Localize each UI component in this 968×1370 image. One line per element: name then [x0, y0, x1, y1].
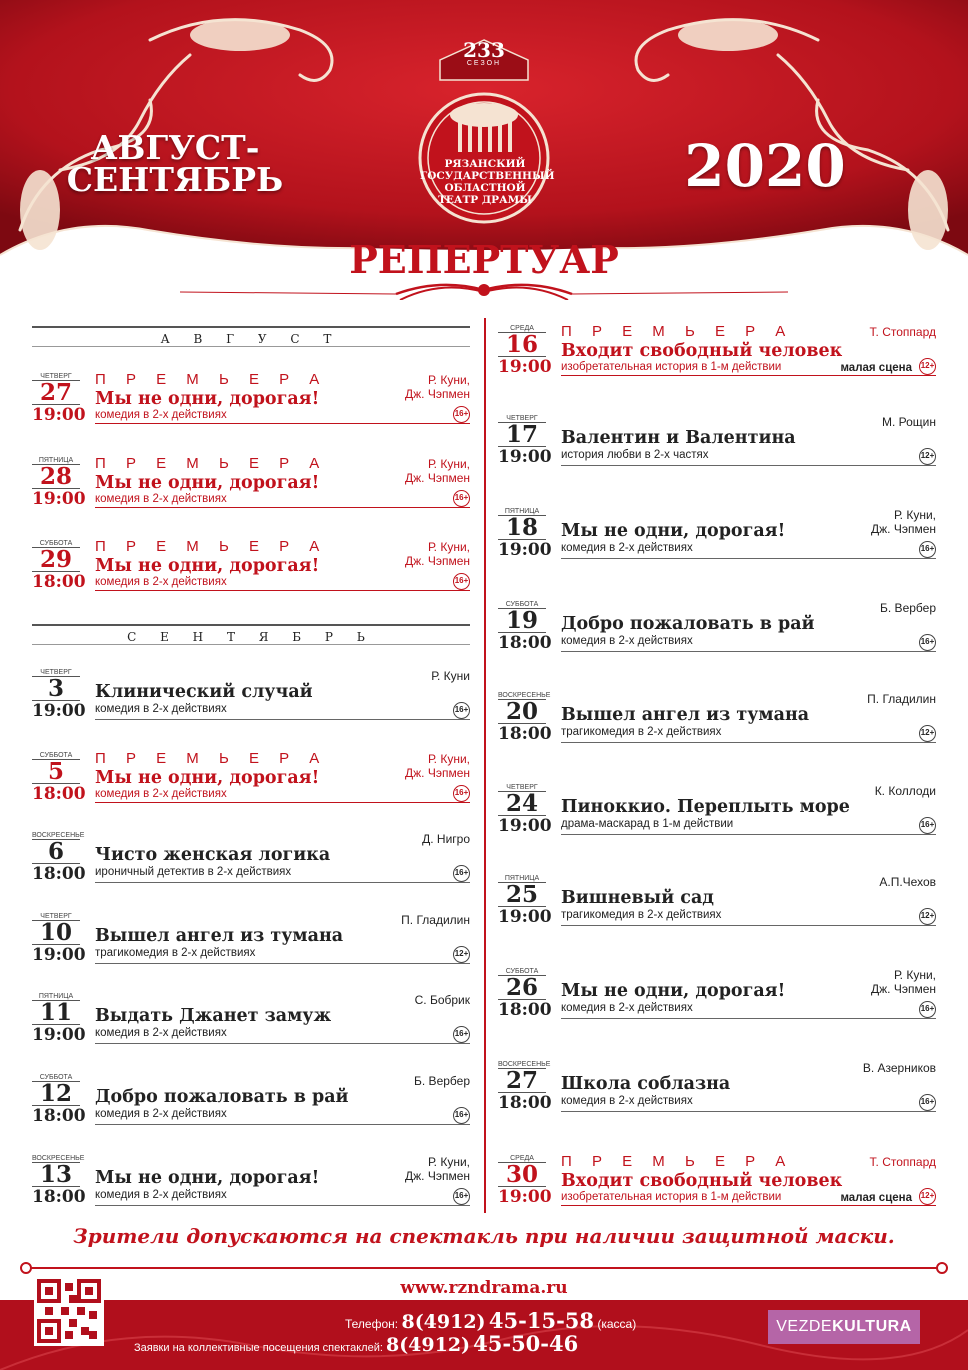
show-subtitle: трагикомедия в 2-х действиях — [561, 726, 722, 738]
show-subtitle: комедия в 2-х действиях — [95, 1027, 227, 1039]
age-rating-icon: 12+ — [919, 358, 936, 375]
rule-dot-right — [936, 1262, 948, 1274]
group-booking-phone — [134, 1331, 578, 1356]
weekday: ПЯТНИЦА — [32, 456, 80, 465]
show-author — [870, 1155, 936, 1169]
day-number: 11 — [32, 1001, 80, 1025]
premiere-label: П Р Е М Ь Е Р А — [95, 538, 328, 555]
author-line1: Р. Куни, — [427, 1155, 470, 1169]
day-number: 19 — [498, 609, 546, 633]
show-title: Вышел ангел из тумана — [561, 705, 810, 725]
show-entry — [498, 783, 936, 845]
show-entry — [32, 1154, 470, 1216]
day-number: 27 — [32, 381, 80, 405]
author-line2: Дж. Чэпмен — [405, 766, 470, 780]
season-number: 233 — [463, 38, 505, 62]
months-heading — [60, 128, 290, 199]
show-subtitle: ироничный детектив в 2-х действиях — [95, 866, 292, 878]
group-number[interactable]: 45-50-46 — [473, 1331, 579, 1356]
day-number: 13 — [32, 1163, 80, 1187]
show-author — [867, 692, 936, 706]
month-header-august — [32, 326, 470, 348]
weekday: ВОСКРЕСЕНЬЕ — [32, 1155, 85, 1162]
column-divider — [484, 318, 486, 1213]
show-date — [498, 691, 552, 744]
box-office-phone — [345, 1308, 636, 1333]
author-line1: Б. Вербер — [414, 1074, 470, 1088]
show-entry — [498, 414, 936, 476]
show-subtitle: изобретательная история в 1-м действии — [561, 361, 782, 373]
show-subtitle: комедия в 2-х действиях — [95, 493, 227, 505]
show-author — [405, 457, 470, 485]
year-heading: 2020 — [684, 132, 846, 200]
season-label: СЕЗОН — [466, 60, 502, 67]
day-number: 30 — [498, 1163, 546, 1187]
show-entry — [498, 691, 936, 753]
day-number: 3 — [32, 677, 80, 701]
author-line1: Р. Куни — [431, 669, 470, 683]
months-line1: АВГУСТ- — [90, 128, 260, 167]
theatre-name-line4: ТЕАТР ДРАМЫ — [438, 194, 532, 206]
theatre-emblem — [420, 158, 555, 206]
show-time: 18:00 — [32, 1187, 86, 1207]
age-rating-icon: 12+ — [919, 725, 936, 742]
show-time: 18:00 — [32, 1106, 86, 1126]
show-subtitle: комедия в 2-х действиях — [95, 1189, 227, 1201]
weekday: ЧЕТВЕРГ — [32, 912, 80, 921]
show-subtitle: драма-маскарад в 1-м действии — [561, 818, 734, 830]
author-line1: Р. Куни, — [427, 373, 470, 387]
show-author — [882, 415, 936, 429]
author-line1: Р. Куни, — [893, 508, 936, 522]
show-body — [95, 992, 470, 1044]
show-author — [863, 1061, 936, 1075]
rule-dot-left — [20, 1262, 32, 1274]
show-subtitle: история любви в 2-х частях — [561, 449, 709, 461]
author-line1: Д. Нигро — [422, 832, 470, 846]
show-subtitle: трагикомедия в 2-х действиях — [561, 909, 722, 921]
author-line1: В. Азерников — [862, 1061, 936, 1075]
age-rating-icon: 16+ — [453, 702, 470, 719]
show-author — [414, 1074, 470, 1088]
show-entry — [498, 874, 936, 936]
show-date — [498, 600, 552, 653]
weekday: СУББОТА — [498, 600, 546, 609]
show-title: Добро пожаловать в рай — [95, 1087, 349, 1107]
show-date — [498, 507, 552, 560]
weekday: ПЯТНИЦА — [498, 874, 546, 883]
show-title: Чисто женская логика — [95, 845, 331, 865]
show-title: Выдать Джанет замуж — [95, 1006, 332, 1026]
premiere-label: П Р Е М Ь Е Р А — [95, 750, 328, 767]
day-number: 12 — [32, 1082, 80, 1106]
show-date — [498, 324, 552, 377]
group-prefix: 8(4912) — [385, 1334, 471, 1356]
show-date — [498, 783, 552, 836]
show-title: Мы не одни, дорогая! — [561, 521, 786, 541]
author-line1: Т. Стоппард — [869, 325, 936, 339]
author-line1: М. Рощин — [881, 415, 936, 429]
day-number: 27 — [498, 1069, 546, 1093]
show-entry — [498, 507, 936, 569]
show-body — [561, 874, 936, 926]
day-number: 6 — [32, 840, 80, 864]
age-rating-icon: 16+ — [919, 634, 936, 651]
month-header-september — [32, 624, 470, 646]
show-entry — [498, 967, 936, 1029]
show-author — [401, 913, 470, 927]
show-body — [95, 751, 470, 803]
show-subtitle: изобретательная история в 1-м действии — [561, 1191, 782, 1203]
qr-pattern — [37, 1279, 101, 1343]
show-time: 19:00 — [498, 357, 552, 377]
show-title: Мы не одни, дорогая! — [95, 1168, 320, 1188]
show-time: 19:00 — [498, 447, 552, 467]
weekday: ВОСКРЕСЕНЬЕ — [498, 1061, 551, 1068]
day-number: 18 — [498, 516, 546, 540]
show-entry — [498, 324, 936, 386]
show-author — [405, 752, 470, 780]
show-subtitle: комедия в 2-х действиях — [95, 703, 227, 715]
show-body — [95, 1073, 470, 1125]
mask-notice: Зрители допускаются на спектакль при наличии защитной маски. — [73, 1224, 895, 1248]
age-rating-icon: 16+ — [453, 865, 470, 882]
show-title: Вышел ангел из тумана — [95, 926, 344, 946]
show-entry — [32, 456, 470, 518]
author-line2: Дж. Чэпмен — [871, 522, 936, 536]
show-body — [561, 783, 936, 835]
show-body — [561, 1154, 936, 1206]
premiere-label: П Р Е М Ь Е Р А — [561, 323, 794, 340]
show-date — [32, 668, 86, 721]
phone-note: (касса) — [597, 1317, 637, 1331]
show-author — [880, 601, 936, 615]
author-line1: К. Коллоди — [874, 784, 936, 798]
show-date — [32, 751, 86, 804]
show-entry — [32, 751, 470, 813]
author-line2: Дж. Чэпмен — [405, 554, 470, 568]
footer-rule — [26, 1267, 942, 1269]
age-rating-icon: 12+ — [919, 1188, 936, 1205]
show-entry — [32, 668, 470, 730]
theatre-name-line3: ОБЛАСТНОЙ — [444, 182, 526, 194]
show-author — [405, 540, 470, 568]
author-line1: Р. Куни, — [427, 752, 470, 766]
phone-prefix: 8(4912) — [401, 1311, 486, 1333]
show-body — [561, 324, 936, 376]
show-time: 18:00 — [498, 633, 552, 653]
show-time: 18:00 — [32, 784, 86, 804]
age-rating-icon: 16+ — [453, 785, 470, 802]
show-date — [32, 372, 86, 425]
vezdekultura-logo[interactable] — [768, 1310, 920, 1344]
age-rating-icon: 16+ — [453, 1026, 470, 1043]
age-rating-icon: 16+ — [453, 490, 470, 507]
show-subtitle: комедия в 2-х действиях — [95, 576, 227, 588]
show-author — [422, 832, 470, 846]
show-body — [561, 600, 936, 652]
day-number: 24 — [498, 792, 546, 816]
show-date — [498, 1154, 552, 1207]
show-time: 19:00 — [32, 701, 86, 721]
weekday: СУББОТА — [32, 539, 80, 548]
day-number: 10 — [32, 921, 80, 945]
show-subtitle: комедия в 2-х действиях — [561, 1002, 693, 1014]
show-body — [95, 831, 470, 883]
show-time: 19:00 — [498, 1187, 552, 1207]
show-subtitle: комедия в 2-х действиях — [561, 635, 693, 647]
weekday: СРЕДА — [498, 1154, 546, 1163]
show-title: Мы не одни, дорогая! — [95, 768, 320, 788]
author-line1: С. Бобрик — [414, 993, 470, 1007]
weekday: ВОСКРЕСЕНЬЕ — [32, 832, 85, 839]
weekday: ЧЕТВЕРГ — [32, 668, 80, 677]
show-body — [95, 1154, 470, 1206]
show-entry — [498, 1154, 936, 1216]
show-date — [498, 874, 552, 927]
show-time: 18:00 — [32, 864, 86, 884]
show-date — [32, 1073, 86, 1126]
day-number: 20 — [498, 700, 546, 724]
show-title: Пиноккио. Переплыть море — [561, 797, 850, 817]
premiere-label: П Р Е М Ь Е Р А — [561, 1153, 794, 1170]
age-rating-icon: 16+ — [453, 1107, 470, 1124]
show-time: 19:00 — [32, 1025, 86, 1045]
stage-label: малая сцена — [840, 1192, 912, 1204]
show-subtitle: комедия в 2-х действиях — [95, 1108, 227, 1120]
show-title: Школа соблазна — [561, 1074, 731, 1094]
group-label: Заявки на коллективные посещения спектаклей: — [134, 1342, 383, 1354]
show-entry — [32, 912, 470, 974]
show-title: Мы не одни, дорогая! — [95, 389, 320, 409]
weekday: ПЯТНИЦА — [498, 507, 546, 516]
author-line1: П. Гладилин — [867, 692, 936, 706]
show-entry — [32, 831, 470, 893]
show-time: 19:00 — [498, 540, 552, 560]
age-rating-icon: 16+ — [919, 817, 936, 834]
weekday: СУББОТА — [32, 1073, 80, 1082]
theatre-name-line2: ГОСУДАРСТВЕННЫЙ — [420, 170, 555, 182]
website-link[interactable]: www.rzndrama.ru — [400, 1278, 568, 1298]
author-line1: А.П.Чехов — [879, 875, 936, 889]
day-number: 25 — [498, 883, 546, 907]
show-subtitle: комедия в 2-х действиях — [95, 409, 227, 421]
show-title: Входит свободный человек — [561, 1171, 843, 1191]
phone-number[interactable]: 45-15-58 — [488, 1308, 595, 1333]
show-subtitle: комедия в 2-х действиях — [561, 542, 693, 554]
show-time: 19:00 — [32, 489, 86, 509]
show-date — [498, 414, 552, 467]
author-line2: Дж. Чэпмен — [405, 1169, 470, 1183]
show-date — [32, 456, 86, 509]
show-author — [871, 968, 936, 996]
stage-label: малая сцена — [840, 362, 912, 374]
day-number: 26 — [498, 976, 546, 1000]
show-date — [32, 539, 86, 592]
author-line2: Дж. Чэпмен — [405, 471, 470, 485]
month-name-september: С Е Н Т Я Б Р Ь — [127, 630, 375, 644]
show-body — [561, 1060, 936, 1112]
day-number: 5 — [32, 760, 80, 784]
show-subtitle: комедия в 2-х действиях — [95, 788, 227, 800]
show-title: Клинический случай — [95, 682, 313, 702]
partner-name-part2: KULTURA — [832, 1318, 912, 1335]
premiere-label: П Р Е М Ь Е Р А — [95, 455, 328, 472]
show-author — [870, 325, 936, 339]
show-subtitle: комедия в 2-х действиях — [561, 1095, 693, 1107]
age-rating-icon: 12+ — [919, 448, 936, 465]
age-rating-icon: 16+ — [919, 541, 936, 558]
day-number: 29 — [32, 548, 80, 572]
show-body — [561, 967, 936, 1019]
show-entry — [498, 1060, 936, 1122]
weekday: ЧЕТВЕРГ — [498, 414, 546, 423]
age-rating-icon: 12+ — [453, 946, 470, 963]
show-author — [875, 784, 936, 798]
show-time: 18:00 — [32, 572, 86, 592]
show-entry — [498, 600, 936, 662]
show-time: 19:00 — [32, 405, 86, 425]
show-title: Входит свободный человек — [561, 341, 843, 361]
show-date — [32, 912, 86, 965]
show-time: 18:00 — [498, 724, 552, 744]
show-date — [498, 1060, 552, 1113]
show-body — [561, 507, 936, 559]
author-line2: Дж. Чэпмен — [405, 387, 470, 401]
age-rating-icon: 12+ — [919, 908, 936, 925]
show-entry — [32, 372, 470, 434]
weekday: ВОСКРЕСЕНЬЕ — [498, 692, 551, 699]
show-title: Добро пожаловать в рай — [561, 614, 815, 634]
weekday: ПЯТНИЦА — [32, 992, 80, 1001]
show-date — [32, 831, 86, 884]
show-author — [415, 993, 470, 1007]
author-line1: Т. Стоппард — [869, 1155, 936, 1169]
show-body — [95, 539, 470, 591]
show-body — [95, 456, 470, 508]
show-entry — [32, 992, 470, 1054]
show-body — [561, 414, 936, 466]
show-title: Вишневый сад — [561, 888, 714, 908]
age-rating-icon: 16+ — [453, 406, 470, 423]
show-time: 19:00 — [498, 816, 552, 836]
show-time: 19:00 — [32, 945, 86, 965]
show-author — [879, 875, 936, 889]
weekday: ЧЕТВЕРГ — [498, 783, 546, 792]
age-rating-icon: 16+ — [453, 573, 470, 590]
show-title: Мы не одни, дорогая! — [561, 981, 786, 1001]
author-line1: Б. Вербер — [880, 601, 936, 615]
age-rating-icon: 16+ — [919, 1001, 936, 1018]
show-subtitle: трагикомедия в 2-х действиях — [95, 947, 256, 959]
author-line1: Р. Куни, — [427, 540, 470, 554]
show-title: Мы не одни, дорогая! — [95, 473, 320, 493]
show-title: Валентин и Валентина — [561, 428, 796, 448]
phone-label: Телефон: — [345, 1317, 399, 1331]
show-entry — [32, 1073, 470, 1135]
weekday: СРЕДА — [498, 324, 546, 333]
author-line1: П. Гладилин — [401, 913, 470, 927]
show-body — [95, 372, 470, 424]
author-line2: Дж. Чэпмен — [871, 982, 936, 996]
author-line1: Р. Куни, — [427, 457, 470, 471]
show-author — [405, 1155, 470, 1183]
show-author — [431, 669, 470, 683]
age-rating-icon: 16+ — [453, 1188, 470, 1205]
day-number: 17 — [498, 423, 546, 447]
qr-code-icon[interactable] — [34, 1276, 104, 1346]
weekday: СУББОТА — [498, 967, 546, 976]
show-body — [561, 691, 936, 743]
theatre-name-line1: РЯЗАНСКИЙ — [444, 158, 526, 170]
show-date — [32, 1154, 86, 1207]
show-date — [32, 992, 86, 1045]
month-name-august: А В Г У С Т — [160, 332, 342, 346]
premiere-label: П Р Е М Ь Е Р А — [95, 371, 328, 388]
author-line1: Р. Куни, — [893, 968, 936, 982]
show-author — [405, 373, 470, 401]
weekday: СУББОТА — [32, 751, 80, 760]
show-author — [871, 508, 936, 536]
page-title: РЕПЕРТУАР — [349, 237, 619, 282]
age-rating-icon: 16+ — [919, 1094, 936, 1111]
header-banner — [0, 0, 968, 300]
partner-name-part1: VEZDE — [776, 1318, 833, 1335]
show-entry — [32, 539, 470, 601]
show-title: Мы не одни, дорогая! — [95, 556, 320, 576]
show-date — [498, 967, 552, 1020]
show-time: 18:00 — [498, 1093, 552, 1113]
day-number: 16 — [498, 333, 546, 357]
months-line2: СЕНТЯБРЬ — [66, 160, 284, 199]
day-number: 28 — [32, 465, 80, 489]
show-body — [95, 912, 470, 964]
show-time: 18:00 — [498, 1000, 552, 1020]
show-body — [95, 668, 470, 720]
show-time: 19:00 — [498, 907, 552, 927]
weekday: ЧЕТВЕРГ — [32, 372, 80, 381]
